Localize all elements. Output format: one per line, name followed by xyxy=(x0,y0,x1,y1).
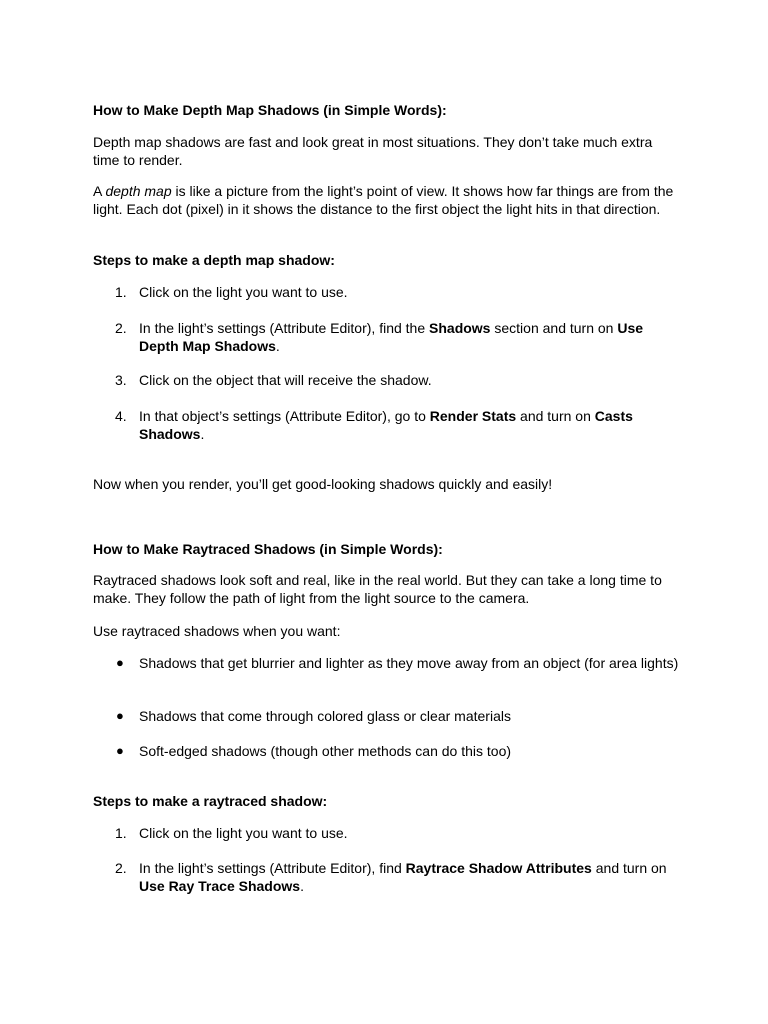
bullet-marker: ● xyxy=(116,708,124,723)
depth-map-definition xyxy=(93,182,678,218)
step-number: 2. xyxy=(115,320,127,336)
raytraced-when: Use raytraced shadows when you want: xyxy=(93,623,341,639)
definition-lead: A xyxy=(93,183,106,199)
step-text-part: In the light’s settings (Attribute Editor), find the xyxy=(139,320,430,336)
step-text-part: In that object’s settings (Attribute Editor), go to xyxy=(139,408,430,424)
step-text-part: and turn on xyxy=(591,860,667,876)
bullet-text: Soft-edged shadows (though other methods can do this too) xyxy=(139,743,512,759)
depth-map-intro: Depth map shadows are fast and look great in most situations. They don’t take much extra time to render. xyxy=(93,134,653,168)
depth-map-steps-heading: Steps to make a depth map shadow: xyxy=(93,252,335,268)
definition-rest: is like a picture from the light’s point of view. It shows how far things are from the light. Each dot (pixel) in it shows the distance to the first object the light hits in that direction. xyxy=(93,183,674,217)
step-text xyxy=(139,319,684,355)
step-text-part: . xyxy=(275,338,280,354)
raytraced-intro: Raytraced shadows look soft and real, like in the real world. But they can take a long time to make. They follow the path of light from the light source to the camera. xyxy=(93,572,662,606)
bullet-text: Shadows that get blurrier and lighter as they move away from an object (for area lights) xyxy=(139,655,679,671)
bullet-marker: ● xyxy=(116,655,124,670)
step-number: 1. xyxy=(115,284,127,300)
depth-map-term: depth map xyxy=(105,183,172,199)
step-text-part: and turn on xyxy=(516,408,595,424)
step-number: 3. xyxy=(115,372,127,388)
step-text: Click on the light you want to use. xyxy=(139,284,348,300)
use-depth-map-shadows-term: Use Depth Map Shadows xyxy=(139,320,644,354)
step-text-part: . xyxy=(200,426,205,442)
render-stats-term: Render Stats xyxy=(429,408,517,424)
step-text xyxy=(139,859,684,895)
step-text xyxy=(139,407,684,443)
raytraced-steps-heading: Steps to make a raytraced shadow: xyxy=(93,793,328,809)
raytraced-heading: How to Make Raytraced Shadows (in Simple Words): xyxy=(93,541,443,557)
use-ray-trace-shadows-term: Use Ray Trace Shadows xyxy=(139,878,301,894)
shadows-term: Shadows xyxy=(429,320,491,336)
step-text-part: section and turn on xyxy=(490,320,618,336)
bullet-text: Shadows that come through colored glass or clear materials xyxy=(139,708,511,724)
step-text: Click on the light you want to use. xyxy=(139,825,348,841)
depth-map-outro: Now when you render, you’ll get good-looking shadows quickly and easily! xyxy=(93,476,553,492)
step-number: 2. xyxy=(115,860,127,876)
step-text-part: . xyxy=(300,878,304,894)
bullet-marker: ● xyxy=(116,743,124,758)
step-text-part: In the light’s settings (Attribute Editor), find xyxy=(139,860,406,876)
casts-shadows-term: Casts Shadows xyxy=(139,408,633,442)
step-number: 1. xyxy=(115,825,127,841)
depth-map-heading: How to Make Depth Map Shadows (in Simple Words): xyxy=(93,102,447,118)
step-number: 4. xyxy=(115,408,127,424)
step-text: Click on the object that will receive the shadow. xyxy=(139,372,432,388)
raytrace-shadow-attributes-term: Raytrace Shadow Attributes xyxy=(405,860,592,876)
